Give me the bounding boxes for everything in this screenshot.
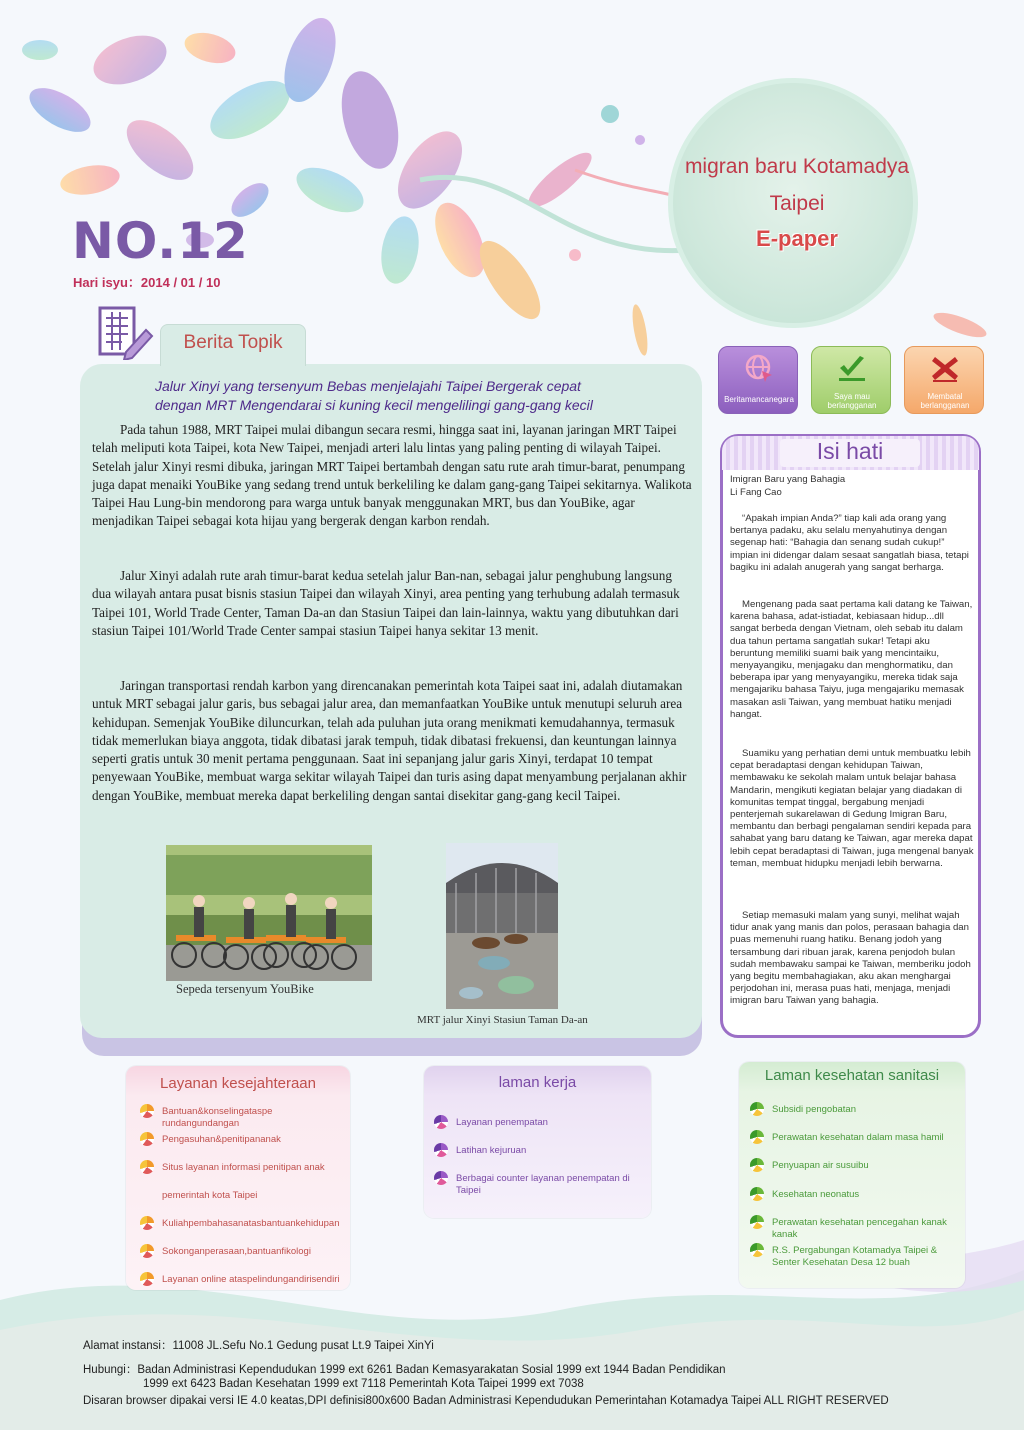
article-paragraph-1: Pada tahun 1988, MRT Taipei mulai dibangun secara resmi, hingga saat ini, layanan jaringan MRT Taipei telah meliputi kota Taipei, kota New Taipei, menjadi arteri lalu lintas yang paling penting di wilayah Taipei. Setelah jalur Xinyi resmi dibuka, jaringan MRT Taipei bertambah dengan satu rute arah timur-barat, penumpang juga dapat menaiki YouBike yang sedang trend untuk berkeliling ke dalam gang-gang Taipei sekitarnya. Walikota Taipei Hau Lung-bin mendorong para warga untuk banyak menggunakan MRT, bus dan YouBike, agar menjadikan Taipei sebagai kota hijau yang bergerak dengan karbon rendah. (92, 422, 692, 529)
mrt-station-photo[interactable] (446, 843, 558, 1009)
welfare-title: Layanan kesejahteraan (160, 1075, 316, 1092)
epaper-title-line3: E-paper (756, 226, 838, 251)
bullet-icon (750, 1215, 764, 1229)
international-news-label: Beritamancanegara (724, 395, 794, 404)
work-title: laman kerja (498, 1074, 577, 1091)
work-link-1[interactable]: Layanan penempatan (456, 1117, 548, 1128)
health-link-4[interactable]: Kesehatan neonatus (772, 1189, 860, 1200)
health-link-1[interactable]: Subsidi pengobatan (772, 1104, 856, 1115)
subscribe-label-line2: berlangganan (827, 401, 877, 410)
subscribe-button[interactable] (811, 346, 891, 414)
health-link-2[interactable]: Perawatan kesehatan dalam masa hamil (772, 1132, 944, 1143)
footer-address: Alamat instansi：11008 JL.Sefu No.1 Gedung pusat Lt.9 Taipei XinYi (83, 1340, 434, 1352)
bullet-icon (750, 1187, 764, 1201)
welfare-link-1[interactable]: Bantuan&konselingataspe rundangundangan (162, 1106, 273, 1129)
work-link-2[interactable]: Latihan kejuruan (456, 1145, 527, 1156)
bullet-icon (750, 1243, 764, 1257)
youbike-photo[interactable] (166, 845, 372, 981)
bullet-icon (140, 1244, 154, 1258)
footer-browser-note: Disaran browser dipakai versi IE 4.0 keatas,DPI definisi800x600 Badan Administrasi Kependudukan Pemerintahan Kotamadya Taipei ALL RIGHT RESERVED (83, 1395, 889, 1407)
bullet-icon (750, 1102, 764, 1116)
notebook-pencil-icon (96, 302, 154, 360)
health-links-box (739, 1062, 965, 1288)
issue-number: NO.12 (72, 212, 249, 270)
article-paragraph-2: Jalur Xinyi adalah rute arah timur-barat kedua setelah jalur Ban-nan, sebagai jalur penghubung langsung dua wilayah antara pusat bisnis stasiun Taipei dan wilayah Xinyi, area penting yang terhubung adalah termasuk Taipei 101, World Trade Center, Taman Da-an dan Stasiun Taipei dan lain-lainnya, waktu yang dibutuhkan dari stasiun Taipei 101/World Trade Center sampai stasiun Taipei hanya sekitar 13 menit. (92, 568, 680, 638)
bullet-icon (434, 1171, 448, 1185)
bullet-icon (140, 1216, 154, 1230)
welfare-link-5[interactable]: Sokonganperasaan,bantuanfikologi (162, 1246, 311, 1257)
isi-hati-title: Isi hati (816, 438, 884, 464)
footer-contact-line2: 1999 ext 6423 Badan Kesehatan 1999 ext 7118 Pemerintah Kota Taipei 1999 ext 7038 (143, 1378, 584, 1390)
tab-berita-topik-label[interactable]: Berita Topik (183, 332, 283, 353)
bullet-icon (140, 1132, 154, 1146)
globe-cursor-icon (744, 353, 774, 383)
bullet-icon (434, 1115, 448, 1129)
headline-line1: Jalur Xinyi yang tersenyum Bebas menjelajahi Taipei Bergerak cepat (155, 378, 581, 394)
bullet-icon (140, 1160, 154, 1174)
isi-hati-paragraph-4: Setiap memasuki malam yang sunyi, melihat wajah tidur anak yang manis dan polos, perasaan bahagia dan puas memenuhi ruang hatiku. Benang jodoh yang tersambung dari ribuan jarak, karena penjodoh bulan sudah membawaku sampai ke Taiwan, memberiku jodoh yang begitu membahagiakan, aku akan menghargai perjodohan ini, merasa puas hati, menjaga, menjadi imigran baru Taiwan yang bahagia. (730, 910, 971, 1007)
health-link-5[interactable]: Perawatan kesehatan pencegahan kanak kanak (772, 1217, 947, 1240)
unsubscribe-button[interactable] (904, 346, 984, 414)
issue-date: Hari isyu：2014 / 01 / 10 (73, 275, 221, 290)
footer-contact-line1: Hubungi：Badan Administrasi Kependudukan 1999 ext 6261 Badan Kemasyarakatan Sosial 1999 ext 1944 Badan Pendidikan (83, 1364, 726, 1376)
article-paragraph-3: Jaringan transportasi rendah karbon yang direncanakan pemerintah kota Taipei saat ini, adalah diutamakan untuk MRT sebagai jalur garis, bus sebagai jalur area, dan memanfaatkan YouBike untuk menutupi seluruh area kehidupan. Semenjak YouBike diluncurkan, telah ada puluhan juta orang menikmati kemudahannya, termasuk tidak memerlukan biaya anggota, tidak dibatasi jarak tempuh, tidak dibatasi frekuensi, dan keuntungan lainnya seperti gratis untuk 30 menit pertama penggunaan. Saat ini sepanjang jalur garis Xinyi, terdapat 10 tempat penyewaan YouBike, membuat warga sekitar wilayah Taipei dan turis asing dapat menyambung perjalanan akhir dengan YouBike, membuat mereka dapat berkeliling dengan santai disekitar gang-gang kecil Taipei. (92, 678, 687, 803)
health-link-3[interactable]: Penyuapan air susuibu (772, 1160, 869, 1171)
isi-hati-paragraph-2: Mengenang pada saat pertama kali datang ke Taiwan, karena bahasa, adat-istiadat, kebiasaan hidup...dll sangat berbeda dengan Vietnam, oleh sebab itu dalam dua tahun pertama sangatlah sukar! Tetapi aku beruntung memiliki suami baik yang mencintaiku, menyayangiku, menjagaku dan menghormatiku, dan beberapa ipar yang menyayangiku, mereka tidak saja mengajariku bahasa Taiyu, juga mengajariku memasak masakan asli Taiwan, yang membuat hatiku menjadi hangat. (730, 599, 973, 720)
isi-hati-author-line1: Imigran Baru yang Bahagia (730, 474, 846, 485)
health-title: Laman kesehatan sanitasi (764, 1067, 940, 1084)
isi-hati-author-line2: Li Fang Cao (730, 487, 782, 498)
epaper-title-line1: migran baru Kotamadya (684, 155, 910, 178)
isi-hati-paragraph-1: “Apakah impian Anda?” tiap kali ada orang yang bertanya padaku, aku selalu menyahutinya dengan segenap hati: “Bahagia dan senang sudah cukup!” impian ini didengar dalam sesaat sangatlah biasa, tetapi bagiku ini adalah anugerah yang sangat berharga. (730, 513, 969, 573)
welfare-link-2[interactable]: Pengasuhan&penitipananak (162, 1134, 281, 1145)
welfare-link-3[interactable]: Situs layanan informasi penitipan anak (162, 1162, 325, 1173)
unsubscribe-label-line2: berlangganan (920, 401, 970, 410)
health-link-6-cont[interactable]: Senter Kesehatan Desa 12 buah (772, 1257, 910, 1268)
headline-line2: dengan MRT Mengendarai si kuning kecil mengelilingi gang-gang kecil (155, 397, 593, 413)
epaper-title-line2: Taipei (769, 192, 825, 215)
bullet-icon (750, 1130, 764, 1144)
bullet-icon (750, 1158, 764, 1172)
youbike-photo-caption: Sepeda tersenyum YouBike (176, 982, 314, 996)
work-link-3[interactable]: Berbagai counter layanan penempatan di Taipei (456, 1173, 630, 1196)
bullet-icon (140, 1272, 154, 1286)
unsubscribe-label-line1: Membatal (927, 392, 963, 401)
international-news-button[interactable] (718, 346, 798, 414)
health-link-6[interactable]: R.S. Pergabungan Kotamadya Taipei & (772, 1245, 938, 1256)
subscribe-label-line1: Saya mau (833, 392, 871, 401)
article-headline (155, 377, 675, 415)
mrt-photo-caption: MRT jalur Xinyi Stasiun Taman Da-an (417, 1014, 588, 1026)
welfare-link-3-cont[interactable]: pemerintah kota Taipei (162, 1190, 258, 1201)
welfare-link-4[interactable]: Kuliahpembahasanatasbantuankehidupan (162, 1218, 340, 1229)
checkmark-icon (837, 353, 867, 383)
bullet-icon (434, 1143, 448, 1157)
welfare-links-box (126, 1066, 350, 1290)
welfare-link-6[interactable]: Layanan online ataspelindungandirisendiri (162, 1274, 340, 1285)
cross-icon (930, 353, 960, 383)
bullet-icon (140, 1104, 154, 1118)
isi-hati-paragraph-3: Suamiku yang perhatian demi untuk membuatku lebih cepat beradaptasi dengan kehidupan Taiwan, membawaku ke sekolah malam untuk belajar bahasa Mandarin, mengikuti kegiatan belajar yang diadakan di komunitas tempat tinggal, bergabung menjadi penterjemah sukarelawan di Gedung Imigran Baru, membantu dan berbagi pengalaman sendiri kepada para sahabat yang baru datang ke Taiwan, agar mereka dapat lebih cepat beradaptasi di Taiwan, juga mengenal banyak teman, membuat hidupku menjadi lebih berwarna. (730, 748, 974, 869)
